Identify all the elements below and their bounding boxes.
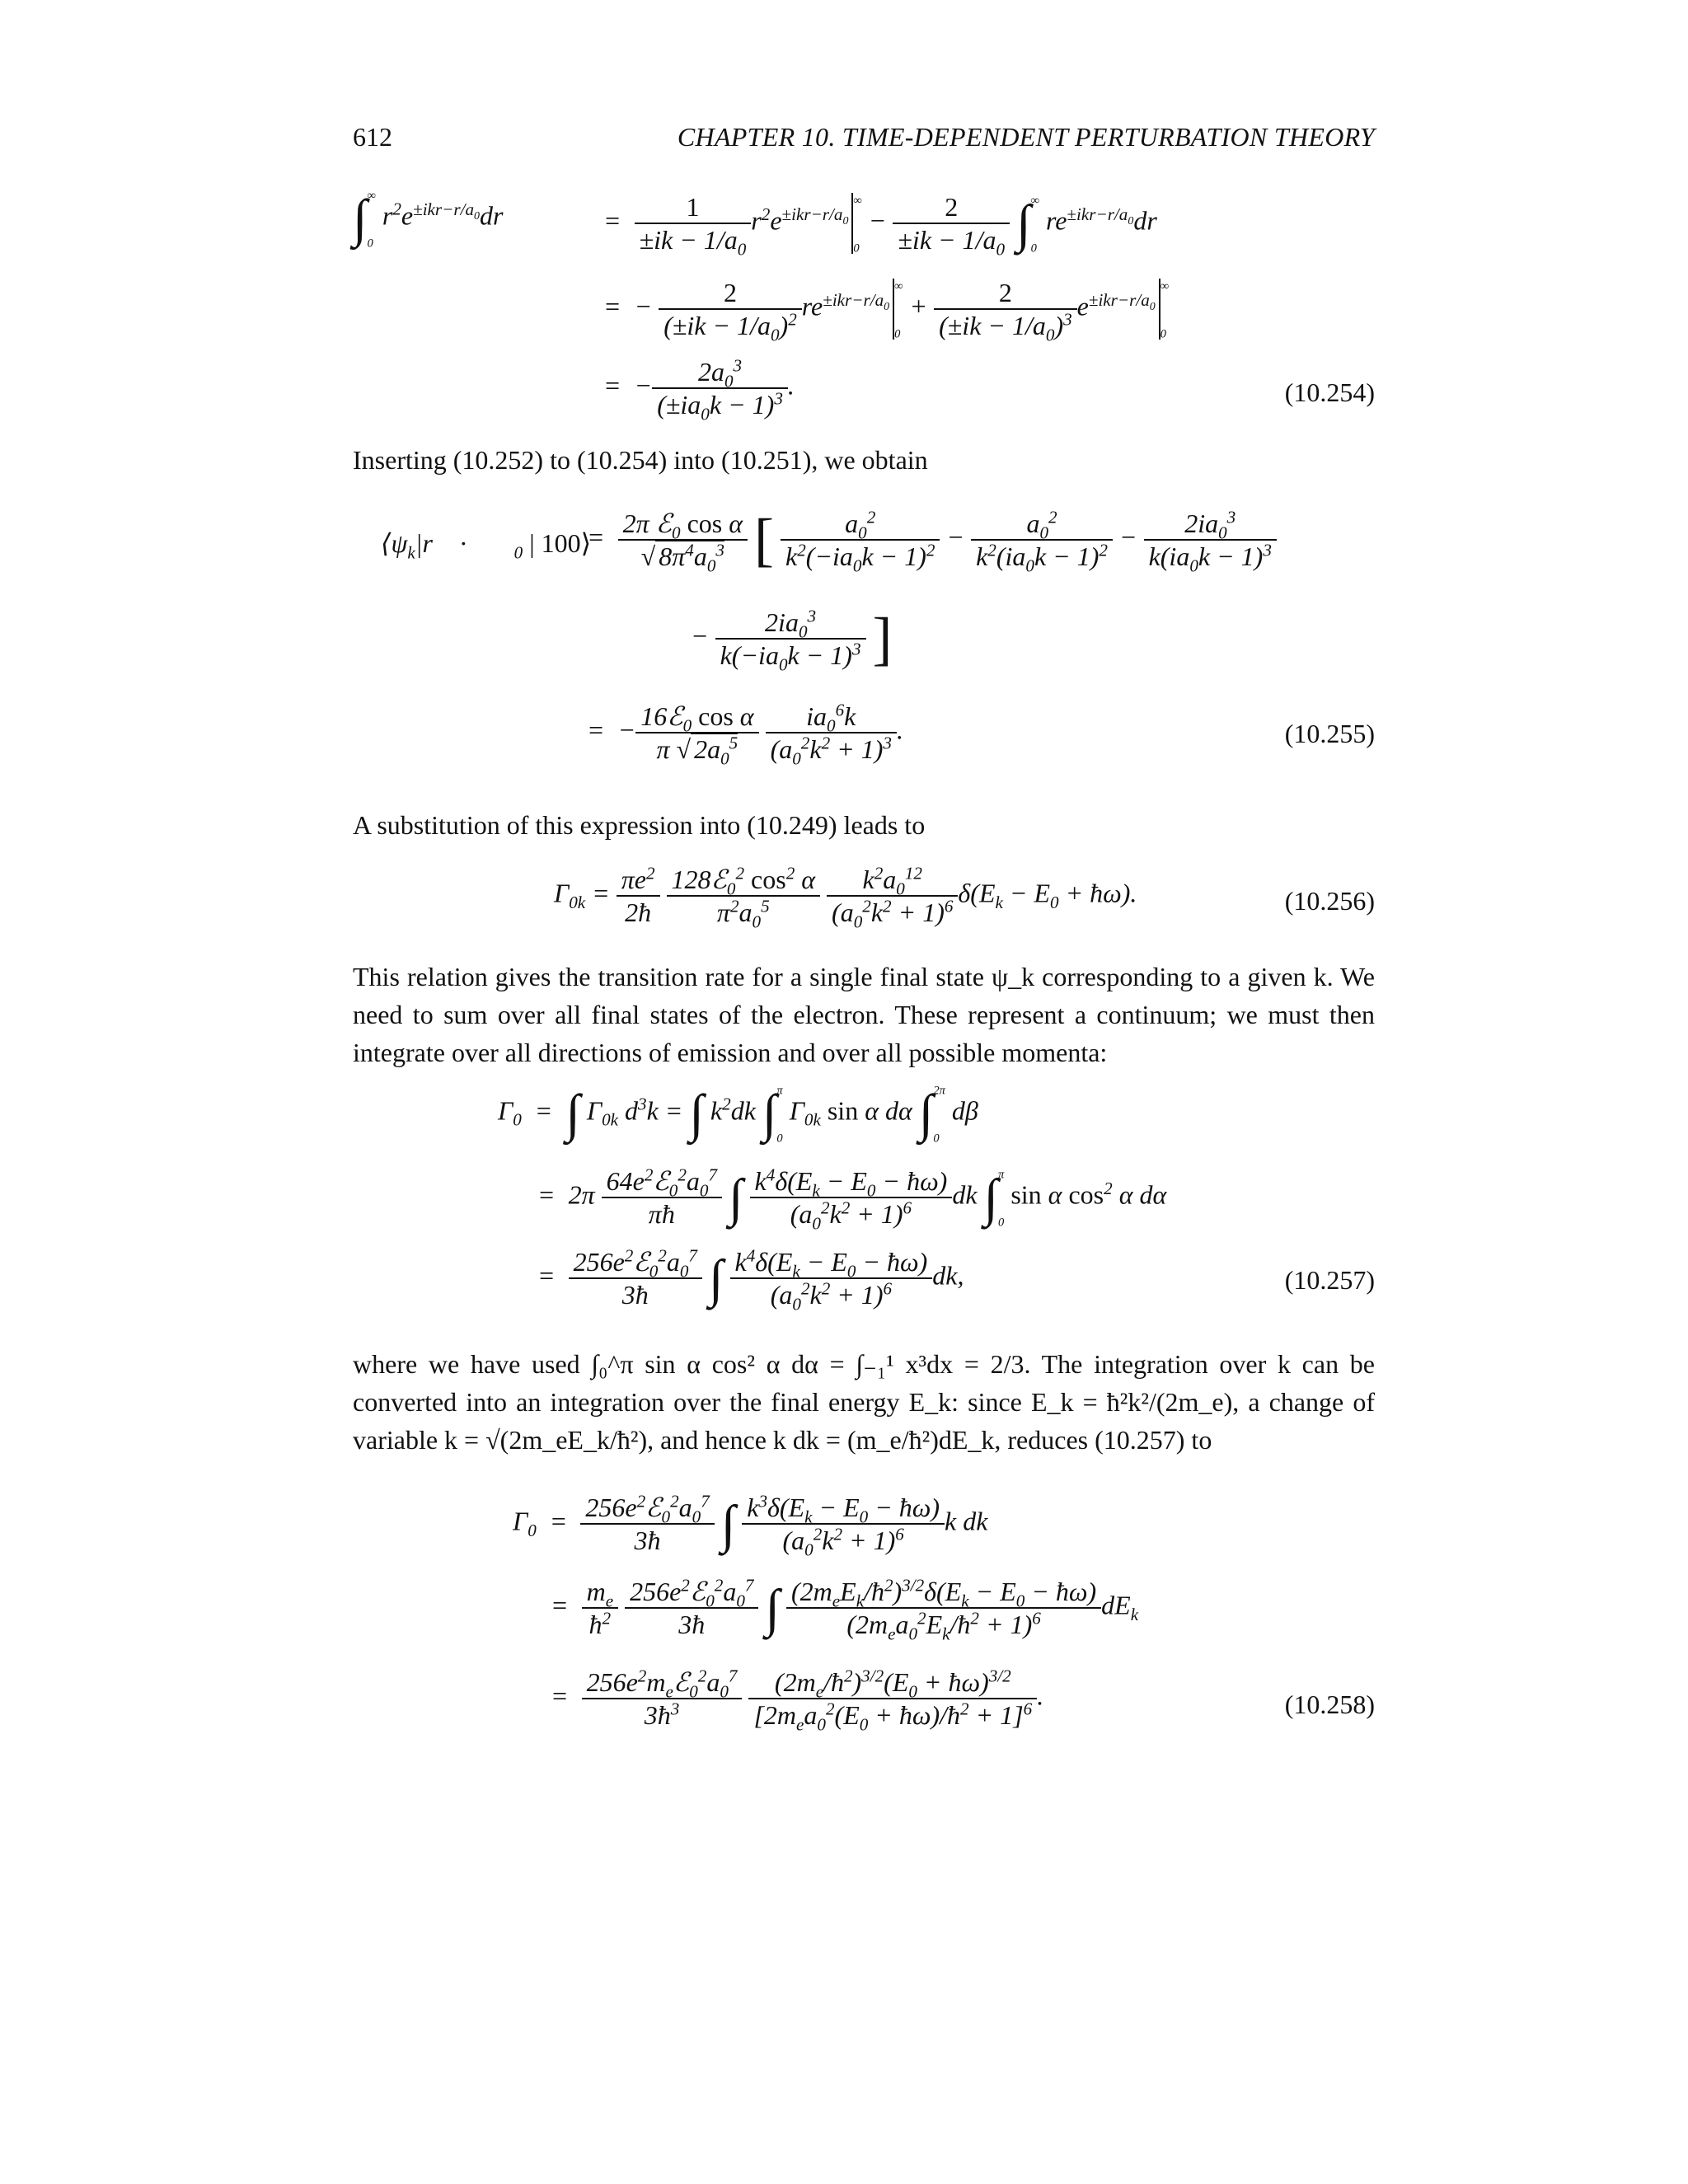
eq258-line1: $\Gamma_0$ = $\frac{256e^2ℰ_0^2a_0^7}{3ħ}$ ∫ $\frac{k^3\delta(E_k - E_0 - ħ\omega)}{(a_0^2k^2 + 1)^6}$ k dk (513, 1491, 988, 1560)
paragraph-4: where we have used ∫₀^π sin α cos² α dα = ∫₋₁¹ x³dx = 2/3. The integration over k can be converted into an integration over the final energy E_k: since E_k = ħ²k²/(2m_e), a change of variable k = √(2m_eE_k/ħ²), and hence k dk = (m_e/ħ²)dE_k, reduces (10.257) to (353, 1349, 1375, 1455)
eq255-lhs: $⟨\psi_k|r⃗$ · $ℰ⃗_0$ | 100⟩ (381, 528, 592, 563)
eq254-lhs: ∫∞ $_0$ $r^2e^{\pm ikr-r/a_0}dr$ (353, 189, 504, 251)
eq255-line3: = − $\frac{16ℰ_0 \cos \alpha}{\pi √ 2a_0^5}$ $\frac{ia_0^6k}{(a_0^2k^2 + 1)^3}$ . (587, 700, 903, 769)
eq257-line3: = $\frac{256e^2ℰ_0^2a_0^7}{3ħ}$ ∫ $\frac{k^4\delta(E_k - E_0 - ħ\omega)}{(a_0^2k^2 + 1)^6}$ dk, (537, 1245, 964, 1315)
paragraph-1: Inserting (10.252) to (10.254) into (10.251), we obtain (353, 445, 928, 475)
eq254-line1: = $\frac{1}{\pm ik - 1/a_0}$ $r^2e^{\pm ikr-r/a_0\infty}$ $_0$ − $\frac{2}{\pm ik - 1/a_0}$ ∫∞ $_0$ $re^{\pm ikr-r/a_0}dr$ (603, 192, 1157, 260)
eq257-line2: = 2π $\frac{64e^2ℰ_0^2a_0^7}{\pi ħ}$ ∫ $\frac{k^4\delta(E_k - E_0 - ħ\omega)}{(a_0^2k^2 + 1)^6}$ dk ∫$^\pi$ $_0$ sin α $\cos^2 \alpha$ dα (537, 1165, 1167, 1234)
eq254-line2: = − $\frac{2}{(\pm ik - 1/a_0)^2}$ $re^{\pm ikr-r/a_0\infty}$ $_0$ + $\frac{2}{(\pm ik - 1/a_0)^3}$ $e^{\pm ikr-r/a_0\infty}$ $_0$ (603, 278, 1170, 345)
eq258-number: (10.258) (1284, 1690, 1375, 1719)
eq254-number: (10.254) (1284, 377, 1375, 407)
paragraph-3: This relation gives the transition rate for a single final state ψ_k corresponding to a given k. We need to sum over all final states of the electron. These represent a continuum; we must then integrate over all directions of emission and over all possible momenta: (353, 962, 1375, 1067)
running-header (353, 122, 1375, 165)
eq258-line2: = $\frac{m_e}{ħ^2}$ $\frac{256e^2ℰ_0^2a_0^7}{3ħ}$ ∫ $\frac{(2m_eE_k/ħ^2)^{3/2}\delta(E_k - E_0 - ħ\omega)}{(2m_ea_0^2E_k/ħ^2 + 1)^6}$ $dE_k$ (551, 1575, 1139, 1644)
page-number: 612 (353, 122, 392, 152)
eq256-number: (10.256) (1284, 886, 1375, 916)
eq258-line3: = $\frac{256e^2m_eℰ_0^2a_0^7}{3ħ^3}$ $\frac{(2m_e/ħ^2)^{3/2}(E_0 + ħ\omega)^{3/2}}{[2m_ea_0^2(E_0 + ħ\omega)/ħ^2 + 1]^6}$ . (551, 1666, 1044, 1735)
eq256: $\Gamma_{0k}$ = $\frac{\pi e^2}{2ħ}$ $\frac{128ℰ_0^2 \cos^2 \alpha}{\pi^2a_0^5}$ $\frac{k^2a_0^{12}}{(a_0^2k^2 + 1)^6}$ $\delta(E_k - E_0$ + ħω). (554, 863, 1137, 932)
paragraph-2: A substitution of this expression into (10.249) leads to (353, 810, 926, 840)
eq255-line2: − $\frac{2ia_0^3}{k(-ia_0k - 1)^3}$ ] (691, 606, 893, 675)
eq255-line1: = $\frac{2\pi ℰ_0 \cos \alpha}{√ 8\pi^4a_0^3}$ [ $\frac{a_0^2}{k^2(-ia_0k - 1)^2}$ − $\frac{a_0^2}{k^2(ia_0k - 1)^2}$ − $\frac{2ia_0^3}{k(ia_0k - 1)^3}$ (587, 504, 1277, 575)
eq255-number: (10.255) (1284, 719, 1375, 748)
eq254-line3: = − $\frac{2a_0^3}{(\pm ia_0k - 1)^3}$ . (603, 355, 795, 424)
chapter-title: CHAPTER 10. TIME-DEPENDENT PERTURBATION THEORY (677, 122, 1375, 152)
eq257-number: (10.257) (1284, 1265, 1375, 1295)
eq257-line1: $\Gamma_0$ = ∫ $\Gamma_{0k}$ $d^3k$ = ∫ $k^2dk$ ∫$^\pi$ $_0$ $\Gamma_{0k}$ sin α dα ∫$^{2\pi}$ $_0$ dβ (498, 1084, 978, 1146)
